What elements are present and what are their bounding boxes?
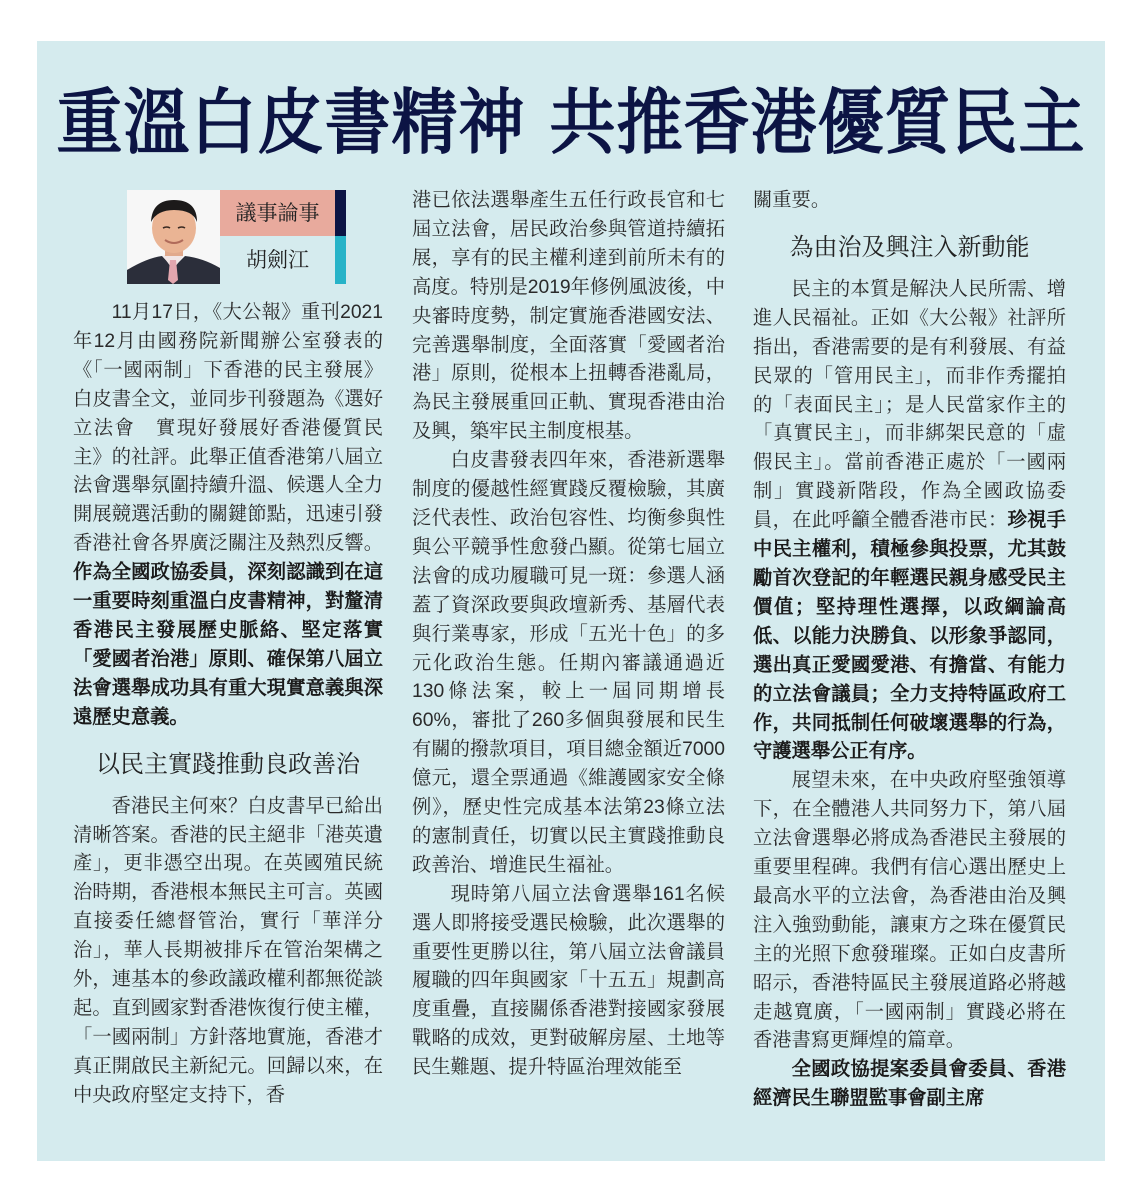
paragraph: 展望未來，在中央政府堅強領導下，在全體港人共同努力下，第八屆立法會選舉必將成為香港民主發展的重要里程碑。我們有信心選出歷史上最高水平的立法會，為香港由治及興注入強勁動能，讓東方之珠在優質民主的光照下愈發璀璨。正如白皮書所昭示，香港特區民主發展道路必將越走越寬廣，「一國兩制」實踐必將在香港書寫更輝煌的篇章。 [753, 770, 1066, 1052]
paragraph [753, 276, 1066, 767]
subheading: 以民主實踐推動良政善治 [96, 749, 360, 778]
paragraph-bold-text: 作為全國政協委員，深刻認識到在這一重要時刻重溫白皮書精神，對釐清香港民主發展歷史脈絡、堅定落實「愛國者治港」原則、確保第八屆立法會選舉成功具有重大現實意義與深遠歷史意義。 [73, 562, 383, 728]
paragraph: 白皮書發表四年來，香港新選舉制度的優越性經實踐反覆檢驗，其廣泛代表性、政治包容性、均衡參與性與公平競爭性愈發凸顯。從第七屆立法會的成功履職可見一斑：參選人涵蓋了資深政要與政壇新秀、基層代表與行業專家，形成「五光十色」的多元化政治生態。任期內審議通過近130條法案，較上一屆同期增長60%，審批了260多個與發展和民生有關的撥款項目，項目總金額近7000億元，還全票通過《維護國家安全條例》，歷史性完成基本法第23條立法的憲制責任，切實以民主實踐推動良政善治、增進民生福祉。 [412, 450, 725, 876]
column-1 [73, 299, 383, 1111]
author-photo [127, 190, 220, 284]
subheading: 為由治及興注入新動能 [789, 232, 1030, 261]
paragraph-text: 11月17日，《大公報》重刊2021年12月由國務院新聞辦公室發表的《「一國兩制」下香港的民主發展》白皮書全文，並同步刊發題為《選好立法會 實現好發展好香港優質民主》的社評。此舉正值香港第八屆立法會選舉氛圍持續升溫、候選人全力開展競選活動的關鍵節點，迅速引發香港社會各界廣泛關注及熱烈反響。 [73, 302, 383, 555]
author-name: 胡劍江 [246, 248, 309, 272]
accent-bar-dark [335, 190, 346, 236]
article-panel [37, 41, 1105, 1161]
paragraph [73, 299, 383, 733]
column-3 [753, 187, 1066, 1114]
column-2 [412, 187, 725, 1083]
accent-bar-light [335, 236, 346, 284]
paragraph: 香港民主何來？白皮書早已給出清晰答案。香港的民主絕非「港英遺產」，更非憑空出現。在英國殖民統治時期，香港根本無民主可言。英國直接委任總督管治，實行「華洋分治」，華人長期被排斥在管治架構之外，連基本的參政議政權利都無從談起。直到國家對香港恢復行使主權，「一國兩制」方針落地實施，香港才真正開啟民主新紀元。回歸以來，在中央政府堅定支持下，香 [73, 795, 383, 1106]
headline: 重溫白皮書精神 共推香港優質民主 [56, 80, 1086, 165]
author-signature: 全國政協提案委員會委員、香港經濟民生聯盟監事會副主席 [753, 1059, 1066, 1110]
author-box [127, 190, 349, 284]
paragraph-text: 民主的本質是解決人民所需、增進人民福祉。正如《大公報》社評所指出，香港需要的是有利發展、有益民眾的「管用民主」，而非作秀擺拍的「表面民主」；是人民當家作主的「真實民主」，而非綁架民意的「虛假民主」。當前香港正處於「一國兩制」實踐新階段，作為全國政協委員，在此呼籲全體香港市民： [753, 278, 1066, 532]
paragraph-continued: 關重要。 [753, 190, 831, 211]
paragraph-continued: 港已依法選舉產生五任行政長官和七屆立法會，居民政治參與管道持續拓展，享有的民主權利達到前所未有的高度。特別是2019年修例風波後，中央審時度勢，制定實施香港國安法、完善選舉制度，全面落實「愛國者治港」原則，從根本上扭轉香港亂局，為民主發展重回正軌、實現香港由治及興，築牢民主制度根基。 [412, 190, 725, 443]
paragraph: 現時第八屆立法會選舉161名候選人即將接受選民檢驗，此次選舉的重要性更勝以往，第八屆立法會議員履職的四年與國家「十五五」規劃高度重疊，直接關係香港對接國家發展戰略的成效，更對破解房屋、土地等民生難題、提升特區治理效能至 [412, 883, 725, 1079]
column-tag: 議事論事 [220, 190, 335, 236]
paragraph-bold-text: 珍視手中民主權利，積極參與投票，尤其鼓勵首次登記的年輕選民親身感受民主價值；堅持理性選擇，以政綱論高低、以能力決勝負、以形象爭認同，選出真正愛國愛港、有擔當、有能力的立法會議員；全力支持特區政府工作，共同抵制任何破壞選舉的行為，守護選舉公正有序。 [753, 510, 1067, 763]
portrait-image [127, 190, 220, 284]
